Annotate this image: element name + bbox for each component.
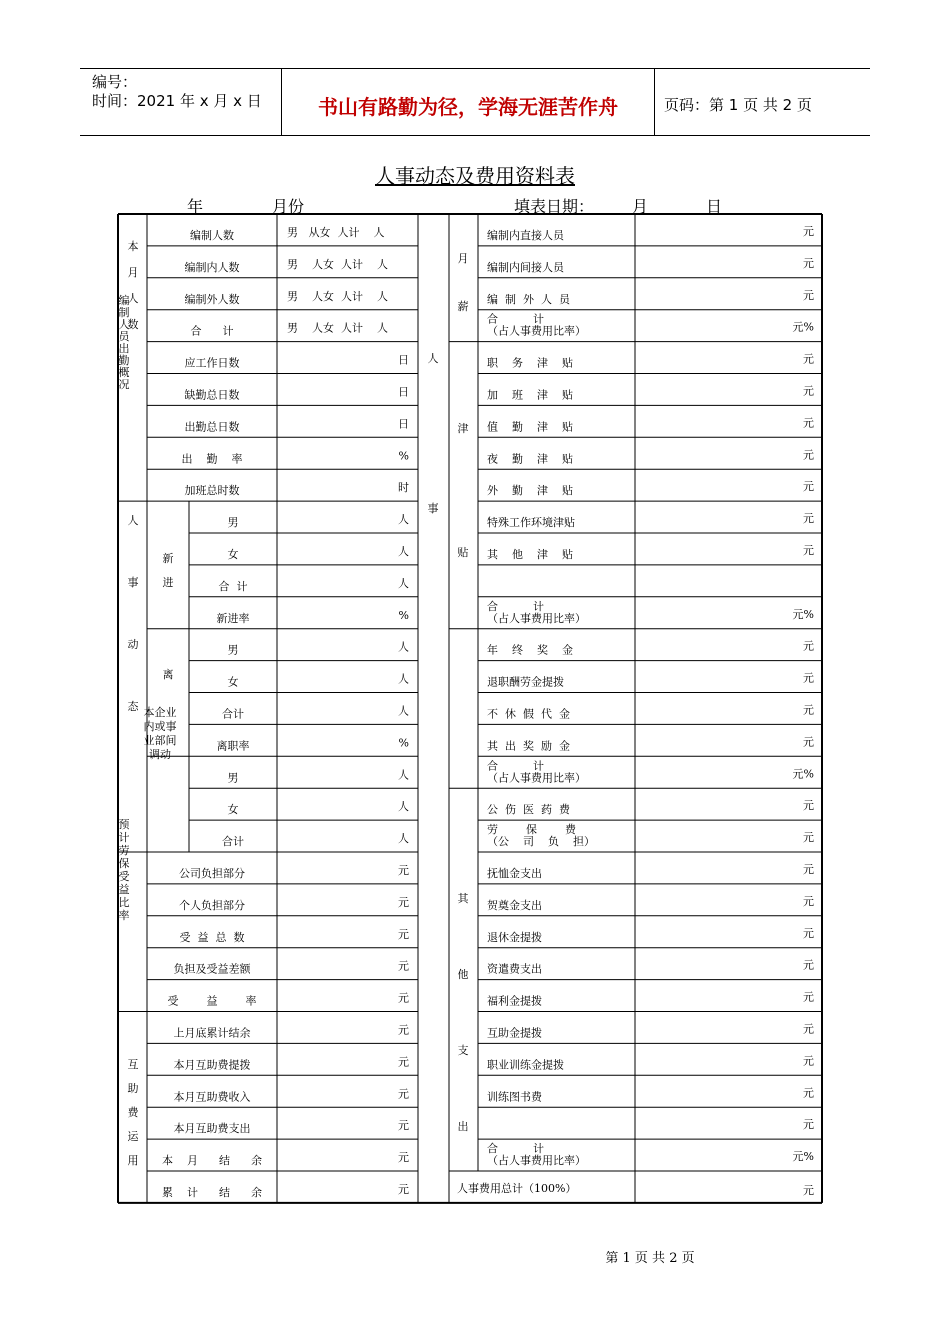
left-row-label: 女 [227,803,239,817]
group-label-mutual: 费 [127,1106,139,1119]
right-row-value: 元 [803,926,814,940]
left-row-label: 加班总时数 [184,484,240,498]
group-label-attendance: 况 [118,378,130,391]
right-row-label: 贺奠金支出 [487,898,542,912]
right-row-label-sub: （占人事费用比率） [487,611,586,625]
group-label-other: 他 [457,968,469,981]
right-row-label: 年 终 奖 金 [487,643,573,657]
right-row-label: 资遣费支出 [487,962,542,976]
right-row-label: 编制内间接人员 [487,260,564,274]
left-row-label: 应工作日数 [184,356,240,370]
left-row-value: 元 [398,863,409,877]
group-label-insurance: 受 [118,870,130,883]
right-row-label: 抚恤金支出 [487,866,542,880]
group-label-this-month: 人 [127,292,139,305]
right-row-label: 职 务 津 贴 [487,356,573,370]
group-label-other: 支 [457,1044,469,1057]
left-row-value: 元 [398,895,409,909]
right-row-value: 元 [803,894,814,908]
right-row-label-sub: （占人事费用比率） [487,771,586,785]
right-row-value: 元 [803,352,814,366]
left-row-value: % [398,449,409,463]
right-row-value: 元 [803,224,814,238]
group-label-dynamics: 事 [127,576,139,589]
right-row-value: 元 [803,735,814,749]
left-row-value: 人 [398,640,409,654]
group-label-mutual: 运 [127,1130,139,1143]
left-row-label: 出 勤 率 [181,452,243,466]
left-row-label: 负担及受益差额 [173,962,251,976]
left-row-label: 男 [227,643,239,657]
right-row-label: 夜 勤 津 贴 [487,452,573,466]
group-label-salary: 月 [457,252,469,265]
right-row-value: 元 [803,703,814,717]
left-row-value: 人 [398,513,409,527]
group-label-this-month: 月 [127,266,139,279]
left-row-value: 人 [398,672,409,686]
left-row-label: 公司负担部分 [179,866,245,880]
page-footer: 第 1 页 共 2 页 [605,1251,695,1266]
left-row-label: 本月互助费提拨 [173,1058,251,1072]
left-row-value: 人 [398,576,409,590]
right-row-label: 互助金提拨 [487,1026,542,1040]
left-row-value: 人 [398,800,409,814]
outer-label-personnel: 事 [427,502,439,515]
right-row-label: 值 勤 津 贴 [487,420,573,434]
fill-month-label: 月 [632,197,649,216]
right-row-label: 退职酬劳金提拨 [487,675,564,689]
left-row-label: 离职率 [216,739,250,753]
group-label-attendance: 勤 [118,354,130,367]
total-label: 人事费用总计（100%） [457,1181,577,1195]
right-row-label: 其 出 奖 励 金 [487,739,570,753]
right-row-value: 元% [792,607,814,621]
left-row-value: 人 [398,544,409,558]
group-label-insurance: 预 [118,818,130,831]
left-row-value: 元 [398,1055,409,1069]
group-label-insurance: 保 [118,857,130,870]
right-row-value: 元 [803,288,814,302]
left-row-value: % [398,608,409,622]
group-label-mutual: 用 [127,1154,139,1167]
right-row-label: 福利金提拨 [487,994,542,1008]
right-row-value: 元% [792,767,814,781]
left-row-label: 累 计 结 余 [162,1185,262,1199]
left-row-value: 男 人女 人计 人 [287,321,388,335]
group-label-transfer: 业部间 [143,734,177,747]
right-row-label: 编 制 外 人 员 [487,292,570,306]
right-row-label: 退休金提拨 [487,930,542,944]
motto: 书山有路勤为径，学海无涯苦作舟 [318,95,618,119]
group-label-transfer: 内或事 [143,720,177,733]
group-label-attendance: 编 [118,294,130,307]
right-row-value: 元 [803,831,814,845]
left-row-label: 本月互助费支出 [173,1122,251,1136]
left-row-label: 编制外人数 [184,292,240,306]
right-row-label: 合 计 [487,759,544,773]
group-label-other: 出 [457,1120,469,1133]
right-row-label: 合 计 [487,312,544,326]
left-row-label: 缺勤总日数 [184,388,240,402]
group-label-attendance: 员 [118,330,130,343]
group-label-insurance: 率 [118,909,130,922]
right-row-value: 元 [803,1086,814,1100]
right-row-value: 元 [803,543,814,557]
right-row-value: 元% [792,320,814,334]
left-row-label: 本月互助费收入 [173,1090,251,1104]
right-row-label: 合 计 [487,1142,544,1156]
left-row-label: 上月底累计结余 [173,1026,251,1040]
right-row-label: 劳 保 费 [487,823,576,837]
left-row-value: 时 [398,481,409,495]
left-row-value: 日 [398,417,409,431]
outer-label-personnel: 人 [427,352,439,365]
right-row-label: 特殊工作环境津贴 [487,516,575,530]
group-label-leave: 离 [162,668,174,681]
right-row-value: 元 [803,448,814,462]
left-row-value: 日 [398,385,409,399]
left-row-value: 元 [398,1087,409,1101]
left-row-label: 男 [227,771,239,785]
left-row-value: 元 [398,1023,409,1037]
left-row-value: 日 [398,353,409,367]
group-label-transfer: 调动 [149,748,171,761]
left-row-label: 本 月 结 余 [162,1154,262,1168]
right-row-label: 职业训练金提拨 [487,1058,564,1072]
right-row-value: 元 [803,958,814,972]
left-row-value: 元 [398,1151,409,1165]
group-label-mutual: 助 [127,1082,139,1095]
right-row-value: 元 [803,416,814,430]
left-row-value: 男 人女 人计 人 [287,257,388,271]
right-row-value: 元 [803,384,814,398]
left-row-label: 个人负担部分 [179,898,245,912]
left-row-value: 元 [398,991,409,1005]
left-row-value: % [398,736,409,750]
group-label-this-month: 数 [127,318,139,331]
left-row-label: 男 [227,516,239,530]
left-row-label: 受 益 总 数 [179,930,245,944]
right-row-label-sub: （占人事费用比率） [487,324,586,338]
number-label: 编号： [92,73,138,91]
right-row-label: 其 他 津 贴 [487,547,573,561]
left-row-label: 合计 [222,707,244,721]
group-label-attendance: 制 [118,306,130,319]
group-label-insurance: 比 [118,896,130,909]
right-row-label-sub: （占人事费用比率） [487,1154,586,1168]
group-label-insurance: 益 [118,883,130,896]
group-label-attendance: 人 [118,318,130,331]
group-label-new-in: 进 [162,576,174,589]
group-label-dynamics: 态 [127,700,139,713]
right-row-value: 元 [803,1022,814,1036]
left-row-value: 人 [398,704,409,718]
right-row-label: 外 勤 津 贴 [487,484,573,498]
right-row-label: 训练图书费 [487,1090,542,1104]
right-row-label: 加 班 津 贴 [487,388,573,402]
right-row-label: 合 计 [487,599,544,613]
right-row-value: 元 [803,799,814,813]
group-label-attendance: 概 [118,366,130,379]
right-row-value: 元 [803,1118,814,1132]
left-row-value: 元 [398,959,409,973]
group-label-mutual: 互 [127,1058,139,1071]
right-row-label: 公 伤 医 药 费 [487,803,570,817]
right-row-value: 元 [803,1054,814,1068]
right-row-value: 元 [803,639,814,653]
left-row-value: 人 [398,832,409,846]
left-row-label: 合 计 [190,324,234,338]
right-row-value: 元 [803,512,814,526]
left-row-label: 女 [227,675,239,689]
month-label: 月份 [272,197,305,216]
left-row-value: 男 从女 人计 人 [287,225,385,239]
group-label-dynamics: 动 [127,638,139,651]
group-label-other: 其 [457,892,469,905]
left-row-label: 合计 [222,835,244,849]
right-row-label-sub: （公 司 负 担） [487,835,595,849]
right-row-value: 元% [792,1150,814,1164]
right-row-value: 元 [803,480,814,494]
group-label-new-in: 新 [162,552,174,565]
page-info: 页码：第 1 页 共 2 页 [664,96,812,114]
left-row-value: 元 [398,1182,409,1196]
right-row-value: 元 [803,990,814,1004]
year-label: 年 [187,197,204,216]
group-label-transfer: 本企业 [143,706,177,719]
left-row-label: 编制人数 [190,228,234,242]
group-label-insurance: 计 [118,831,130,844]
right-row-value: 元 [803,862,814,876]
time-label: 时间：2021 年 x 月 x 日 [92,92,262,110]
group-label-dynamics: 人 [127,514,139,527]
right-row-label: 编制内直接人员 [487,228,564,242]
left-row-value: 人 [398,768,409,782]
total-value: 元 [803,1183,814,1197]
group-label-attendance: 出 [118,342,130,355]
left-row-label: 受 益 率 [167,994,257,1008]
group-label-salary: 薪 [457,300,469,313]
group-label-allowance: 贴 [457,546,469,559]
fill-date-label: 填表日期： [514,197,595,216]
left-row-value: 元 [398,927,409,941]
left-row-label: 编制内人数 [184,260,240,274]
right-row-value: 元 [803,671,814,685]
left-row-label: 出勤总日数 [184,420,240,434]
left-row-value: 元 [398,1119,409,1133]
group-label-this-month: 本 [127,240,139,253]
right-row-value: 元 [803,256,814,270]
left-row-value: 男 人女 人计 人 [287,289,388,303]
left-row-label: 女 [227,547,239,561]
group-label-insurance: 劳 [118,844,130,857]
fill-day-label: 日 [706,197,723,216]
group-label-allowance: 津 [457,422,469,435]
right-row-label: 不 休 假 代 金 [487,707,570,721]
form-title: 人事动态及费用资料表 [375,164,575,188]
left-row-label: 合 计 [218,579,248,593]
left-row-label: 新进率 [216,611,250,625]
